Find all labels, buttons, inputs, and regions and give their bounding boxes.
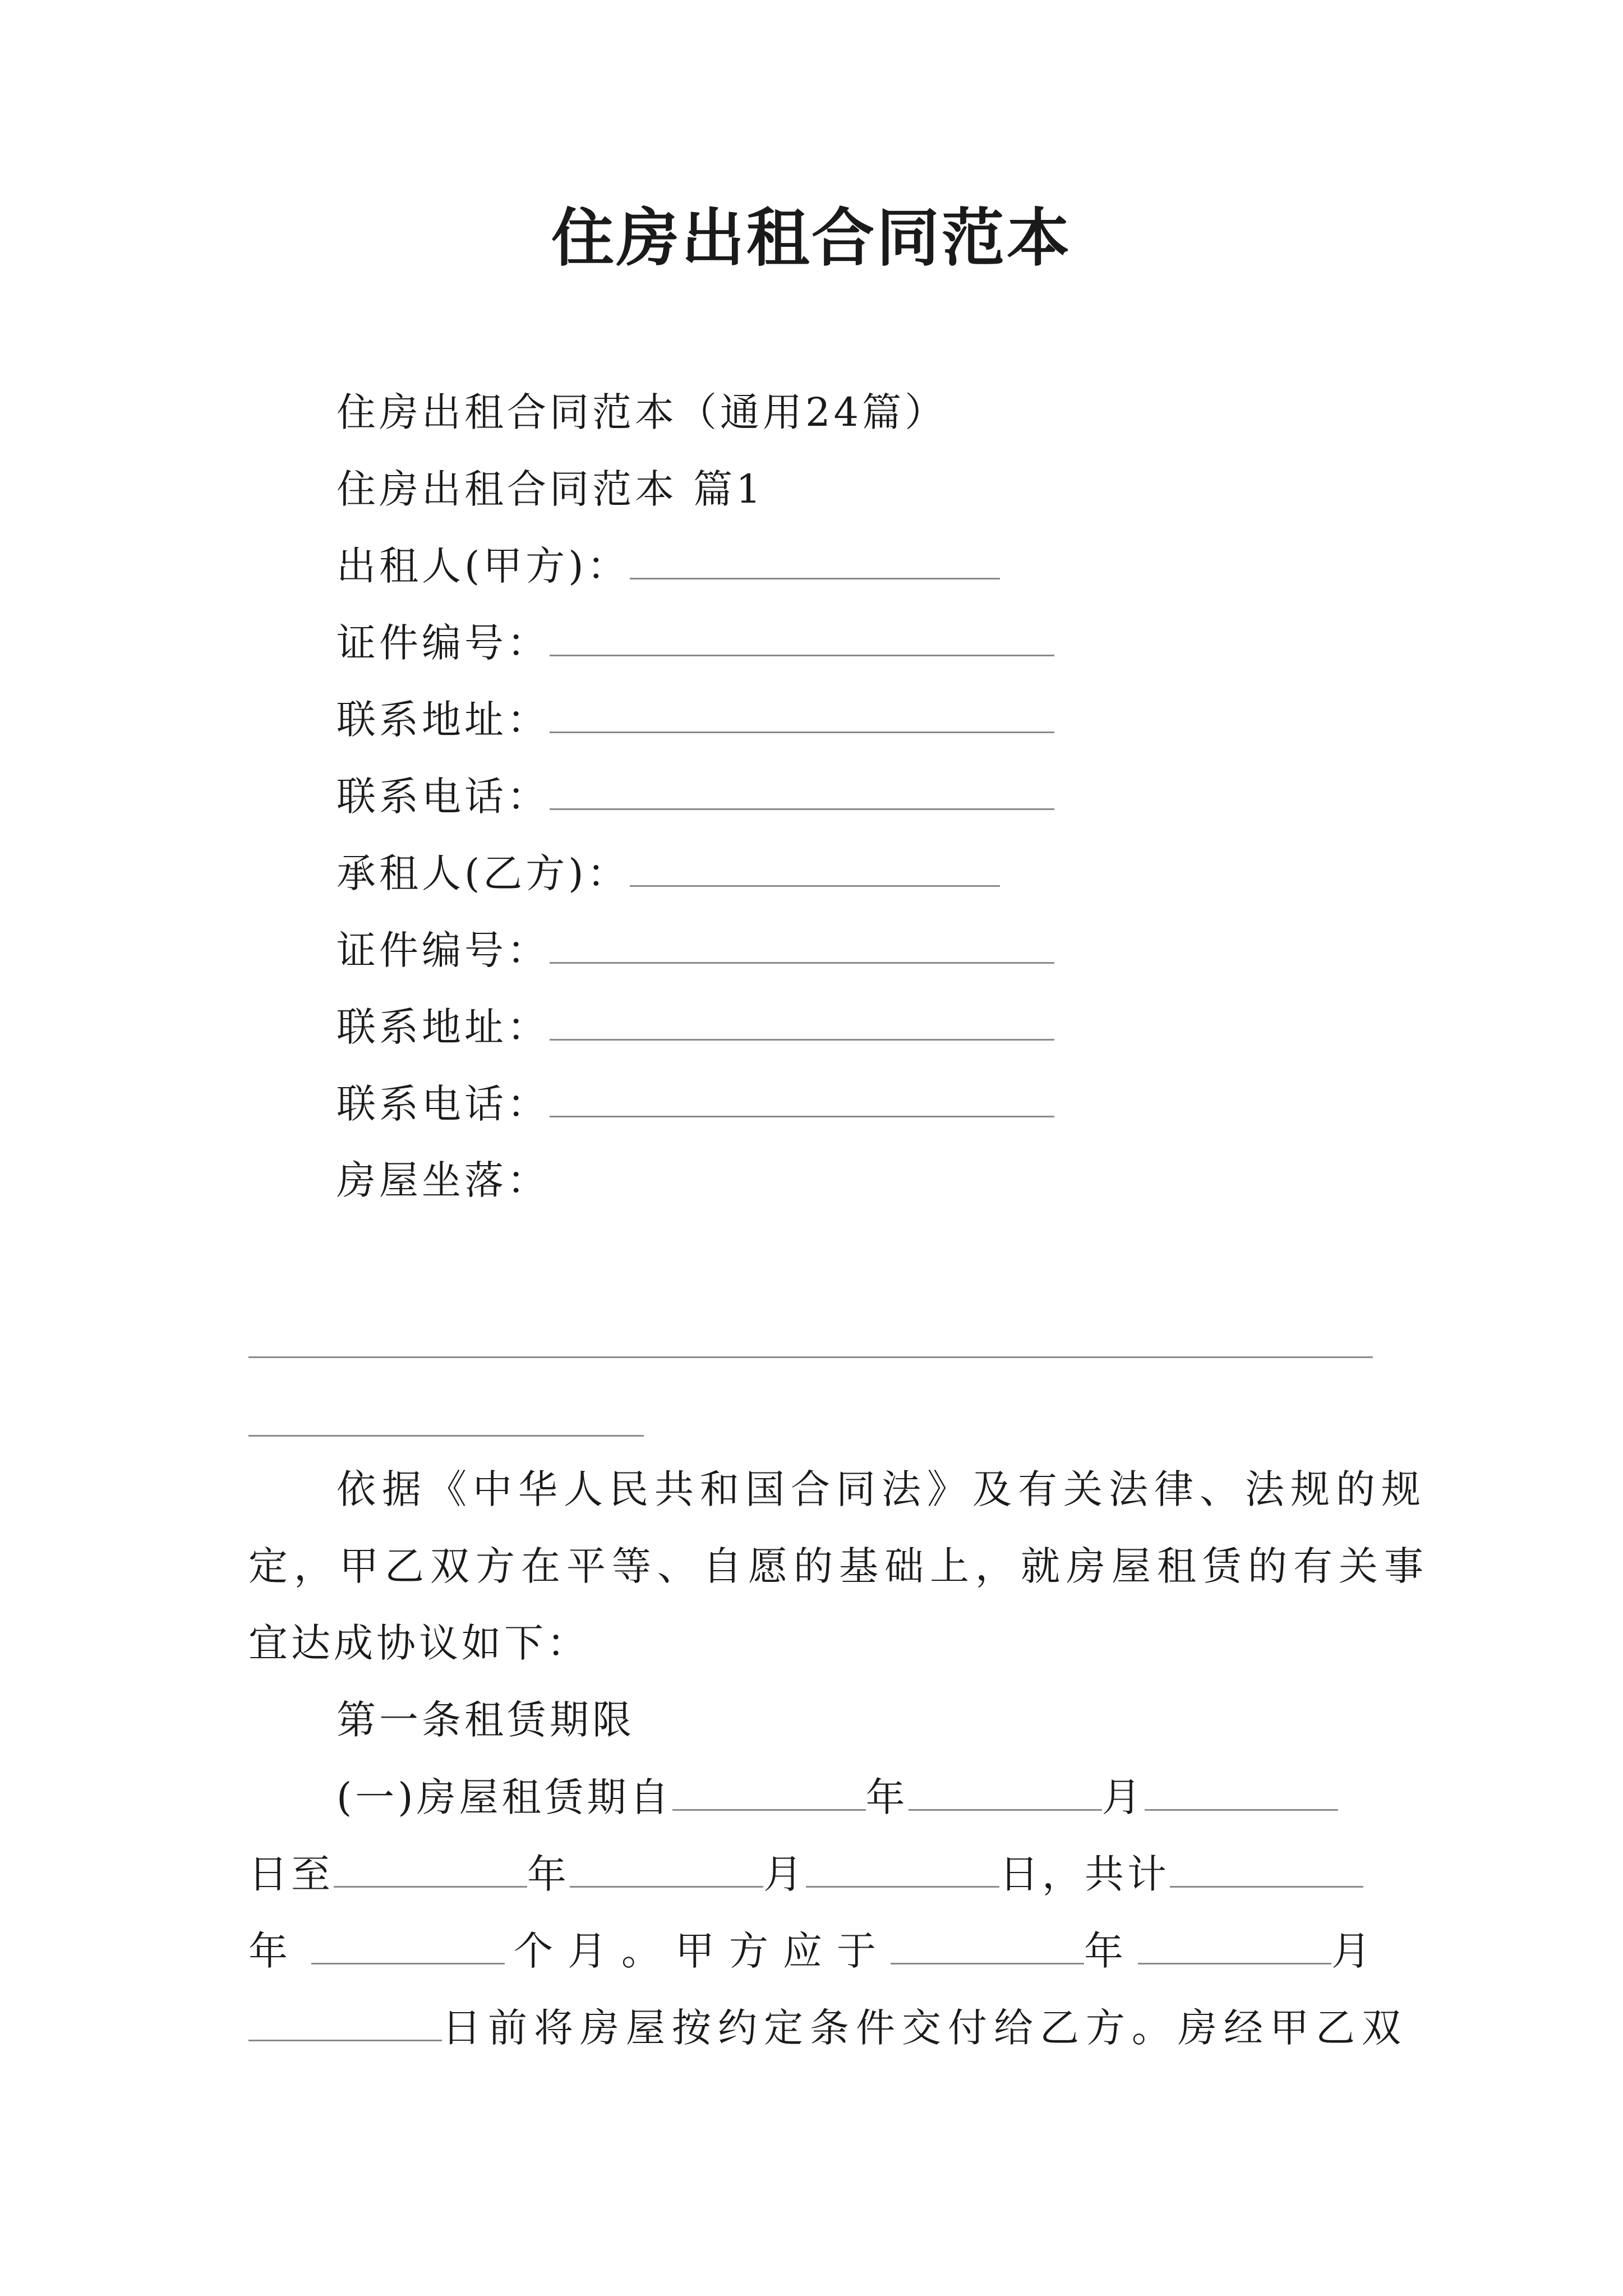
preamble-line-3: 宜达成协议如下：	[248, 1620, 589, 1666]
start-day-blank[interactable]	[1145, 1769, 1338, 1811]
property-address-blank-2[interactable]	[248, 1435, 644, 1437]
day-to-label: 日至	[248, 1851, 334, 1897]
day-total-label: 日，共计	[999, 1851, 1170, 1897]
preamble-line-1: 依据《中华人民共和国合同法》及有关法律、法规的规	[336, 1466, 1427, 1512]
start-year-blank[interactable]	[672, 1769, 866, 1811]
lessee-address-blank[interactable]	[550, 999, 1054, 1041]
deliver-day-blank[interactable]	[248, 1999, 442, 2041]
year-label: 年	[248, 1928, 302, 1974]
section-heading: 住房出租合同范本 篇1	[336, 466, 764, 512]
article1-heading: 第一条租赁期限	[336, 1697, 635, 1743]
months-label: 个月。甲方应于	[514, 1928, 891, 1974]
month-label: 月	[763, 1851, 806, 1897]
total-years-blank[interactable]	[1170, 1846, 1363, 1888]
lessee-phone-blank[interactable]	[550, 1075, 1054, 1117]
end-month-blank[interactable]	[570, 1846, 763, 1888]
lessee-address-label: 联系地址：	[336, 1004, 550, 1050]
lessee-id-row	[336, 922, 1054, 978]
year-label: 年	[1084, 1928, 1138, 1974]
clause1-prefix: (一)房屋租赁期自	[336, 1774, 672, 1820]
lessee-row	[336, 845, 1000, 901]
lessor-address-row	[336, 691, 1054, 748]
lessor-address-blank[interactable]	[550, 691, 1054, 733]
lessor-phone-blank[interactable]	[550, 768, 1054, 810]
lessor-address-label: 联系地址：	[336, 697, 550, 743]
lessee-id-label: 证件编号：	[336, 927, 550, 973]
month-label: 月	[1331, 1928, 1385, 1974]
lessor-label: 出租人(甲方)：	[336, 543, 630, 589]
lessee-name-blank[interactable]	[630, 845, 1000, 887]
lessee-phone-row	[336, 1075, 1054, 1132]
clause1-line-3	[248, 1922, 1385, 1979]
month-label: 月	[1101, 1774, 1145, 1820]
start-month-blank[interactable]	[909, 1769, 1102, 1811]
lessor-row	[336, 537, 1000, 594]
property-label: 房屋坐落：	[336, 1157, 550, 1203]
lessor-id-blank[interactable]	[550, 614, 1054, 656]
total-months-blank[interactable]	[311, 1922, 505, 1964]
deliver-month-blank[interactable]	[1138, 1922, 1331, 1964]
end-year-blank[interactable]	[334, 1846, 527, 1888]
document-title: 住房出租合同范本	[551, 201, 1072, 275]
lessor-id-row	[336, 614, 1054, 671]
preamble-line-2: 定，甲乙双方在平等、自愿的基础上，就房屋租赁的有关事	[248, 1543, 1430, 1589]
end-day-blank[interactable]	[806, 1846, 999, 1888]
lessee-label: 承租人(乙方)：	[336, 850, 630, 896]
lessee-id-blank[interactable]	[550, 922, 1054, 964]
document-subtitle: 住房出租合同范本（通用24篇）	[336, 389, 948, 435]
lessee-address-row	[336, 999, 1054, 1055]
lessor-id-label: 证件编号：	[336, 620, 550, 666]
lessor-name-blank[interactable]	[630, 537, 1000, 579]
clause1-line-1	[336, 1769, 1338, 1825]
deliver-text: 日前将房屋按约定条件交付给乙方。房经甲乙双	[442, 2005, 1408, 2051]
year-label: 年	[865, 1774, 909, 1820]
lessee-phone-label: 联系电话：	[336, 1081, 550, 1127]
clause1-line-2	[248, 1846, 1363, 1902]
year-label: 年	[527, 1851, 570, 1897]
property-address-blank-1[interactable]	[248, 1356, 1373, 1358]
lessor-phone-label: 联系电话：	[336, 774, 550, 820]
deliver-year-blank[interactable]	[891, 1922, 1084, 1964]
clause1-line-4	[248, 1999, 1408, 2056]
lessor-phone-row	[336, 768, 1054, 825]
